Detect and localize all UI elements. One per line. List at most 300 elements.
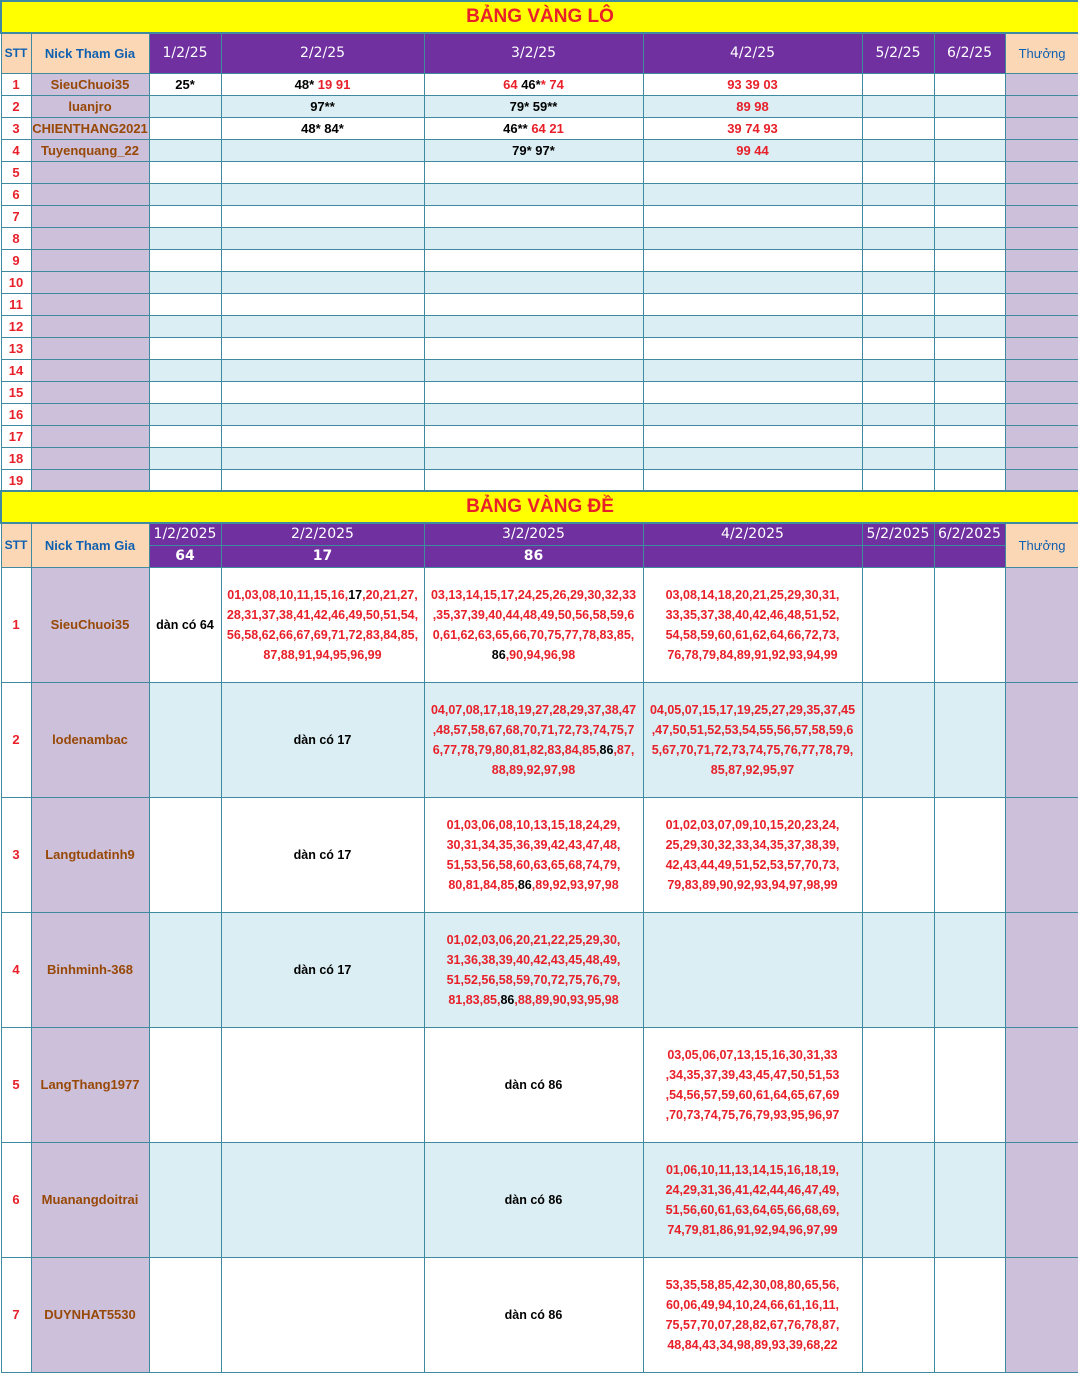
- table-row: [1, 183, 1078, 205]
- entry-text: 51,56,60,61,63,64,65,66,68,69,: [665, 1202, 840, 1217]
- entry-text: dàn có 86: [504, 1192, 563, 1207]
- row-number: 1: [1, 567, 31, 682]
- table-row: [1, 797, 1078, 912]
- entry-cell-day-2: [221, 249, 424, 271]
- entry-cell-day-3: [424, 567, 643, 682]
- reward-cell: [1005, 293, 1078, 315]
- entry-cell-day-6: [934, 359, 1005, 381]
- entry-cell-day-5: [862, 469, 934, 491]
- reward-cell: [1005, 337, 1078, 359]
- entry-text: dàn có 86: [504, 1077, 563, 1092]
- entry-cell-day-4: [643, 425, 862, 447]
- entry-cell-day-4: [643, 183, 862, 205]
- lo-header-date-5: 5/2/25: [862, 33, 934, 73]
- entry-cell-day-6: [934, 797, 1005, 912]
- entry-text: 76,78,79,84,89,91,92,93,94,99: [667, 647, 838, 662]
- lo-header-date-1: 1/2/25: [149, 33, 221, 73]
- entry-cell-day-1: [149, 205, 221, 227]
- entry-text: 97**: [310, 98, 335, 114]
- table-row: [1, 227, 1078, 249]
- row-number: 18: [1, 447, 31, 469]
- table-row: [1, 1027, 1078, 1142]
- de-header-date-5: 5/2/2025: [862, 523, 934, 545]
- nick-cell: [31, 315, 149, 337]
- entry-cell-day-2: [221, 469, 424, 491]
- entry-text: 04,05,07,15,17,19,25,27,29,35,37,45: [649, 702, 856, 717]
- entry-cell-day-2: [221, 271, 424, 293]
- entry-text: 04,07,08,17,18,19,27,28,29,37,38,47: [430, 702, 637, 717]
- entry-cell-day-2: [221, 1257, 424, 1372]
- entry-cell-day-2: [221, 797, 424, 912]
- entry-cell-day-3: [424, 1257, 643, 1372]
- entry-cell-day-5: [862, 797, 934, 912]
- table-row: [1, 912, 1078, 1027]
- entry-cell-day-6: [934, 205, 1005, 227]
- entry-text: 81,83,85,: [448, 992, 501, 1007]
- reward-cell: [1005, 205, 1078, 227]
- entry-text: 54,58,59,60,61,62,64,66,72,73,: [665, 627, 840, 642]
- entry-text: 01,06,10,11,13,14,15,16,18,19,: [665, 1162, 840, 1177]
- entry-text: 64 21: [531, 120, 564, 136]
- entry-cell-day-3: [424, 447, 643, 469]
- entry-text: 48,84,43,34,98,89,93,39,68,22: [667, 1337, 838, 1352]
- lo-table: [0, 0, 1078, 492]
- entry-cell-day-2: [221, 447, 424, 469]
- entry-text: 33,35,37,38,40,42,46,48,51,52,: [665, 607, 840, 622]
- row-number: 2: [1, 95, 31, 117]
- entry-cell-day-3: [424, 682, 643, 797]
- entry-cell-day-4: [643, 1142, 862, 1257]
- entry-text: 60,06,49,94,10,24,66,61,16,11,: [665, 1297, 840, 1312]
- table-row: [1, 161, 1078, 183]
- lo-header-thuong: Thưởng: [1005, 33, 1078, 73]
- entry-text: 01,02,03,07,09,10,15,20,23,24,: [665, 817, 840, 832]
- de-result-2: 17: [221, 545, 424, 567]
- entry-cell-day-2: [221, 139, 424, 161]
- nick-cell: [31, 403, 149, 425]
- nick-cell: [31, 337, 149, 359]
- entry-cell-day-6: [934, 425, 1005, 447]
- entry-text: 93 39 03: [727, 76, 778, 92]
- entry-text: 48* 84*: [301, 120, 344, 136]
- entry-cell-day-2: [221, 337, 424, 359]
- entry-cell-day-5: [862, 1142, 934, 1257]
- reward-cell: [1005, 381, 1078, 403]
- entry-cell-day-2: [221, 315, 424, 337]
- nick-cell: [31, 161, 149, 183]
- lo-header-stt: STT: [1, 33, 31, 73]
- entry-cell-day-5: [862, 1257, 934, 1372]
- de-header-date-6: 6/2/2025: [934, 523, 1005, 545]
- entry-text: dàn có 17: [293, 847, 352, 862]
- entry-cell-day-2: [221, 183, 424, 205]
- entry-text: 99 44: [736, 142, 769, 158]
- entry-text: 51,52,56,58,59,70,72,75,76,79,: [446, 972, 621, 987]
- entry-cell-day-5: [862, 381, 934, 403]
- entry-text: 46*: [521, 76, 541, 92]
- entry-text: 53,35,58,85,42,30,08,80,65,56,: [665, 1277, 840, 1292]
- entry-cell-day-1: [149, 1257, 221, 1372]
- entry-cell-day-5: [862, 271, 934, 293]
- nick-cell: Muanangdoitrai: [31, 1142, 149, 1257]
- lo-body: [1, 73, 1078, 491]
- nick-cell: [31, 271, 149, 293]
- entry-text: ,54,56,57,59,60,61,64,65,67,69: [665, 1087, 840, 1102]
- entry-cell-day-1: [149, 293, 221, 315]
- entry-cell-day-2: [221, 73, 424, 95]
- entry-text: 64: [503, 76, 522, 92]
- nick-cell: [31, 469, 149, 491]
- entry-text: 46**: [503, 120, 532, 136]
- entry-cell-day-3: [424, 249, 643, 271]
- entry-text: 01,02,03,06,20,21,22,25,29,30,: [446, 932, 621, 947]
- entry-cell-day-2: [221, 95, 424, 117]
- entry-cell-day-4: [643, 161, 862, 183]
- entry-cell-day-2: [221, 682, 424, 797]
- table-row: [1, 139, 1078, 161]
- entry-cell-day-1: [149, 469, 221, 491]
- table-row: [1, 682, 1078, 797]
- entry-cell-day-2: [221, 567, 424, 682]
- nick-cell: lodenambac: [31, 682, 149, 797]
- table-row: [1, 337, 1078, 359]
- entry-cell-day-3: [424, 227, 643, 249]
- entry-cell-day-6: [934, 315, 1005, 337]
- entry-cell-day-1: [149, 139, 221, 161]
- entry-text: 75,57,70,07,28,82,67,76,78,87,: [665, 1317, 840, 1332]
- entry-cell-day-6: [934, 117, 1005, 139]
- entry-text: dàn có 17: [293, 732, 352, 747]
- entry-text: 01,03,06,08,10,13,15,18,24,29,: [446, 817, 621, 832]
- de-header-date-4: 4/2/2025: [643, 523, 862, 545]
- entry-cell-day-5: [862, 1027, 934, 1142]
- entry-cell-day-6: [934, 249, 1005, 271]
- entry-text: ,87,: [613, 742, 635, 757]
- lo-header-date-6: 6/2/25: [934, 33, 1005, 73]
- entry-cell-day-4: [643, 912, 862, 1027]
- entry-cell-day-6: [934, 682, 1005, 797]
- entry-cell-day-3: [424, 912, 643, 1027]
- entry-cell-day-5: [862, 139, 934, 161]
- lo-header-date-2: 2/2/25: [221, 33, 424, 73]
- entry-cell-day-2: [221, 359, 424, 381]
- row-number: 2: [1, 682, 31, 797]
- entry-text: 0,61,62,63,65,66,70,75,77,78,83,85,: [432, 627, 635, 642]
- row-number: 6: [1, 183, 31, 205]
- reward-cell: [1005, 1257, 1078, 1372]
- entry-cell-day-1: [149, 567, 221, 682]
- entry-text: 28,31,37,38,41,42,46,49,50,51,54,: [226, 607, 419, 622]
- nick-cell: Tuyenquang_22: [31, 139, 149, 161]
- entry-text: 86: [500, 992, 515, 1007]
- entry-cell-day-1: [149, 682, 221, 797]
- entry-cell-day-5: [862, 425, 934, 447]
- de-header-date-2: 2/2/2025: [221, 523, 424, 545]
- entry-cell-day-2: [221, 293, 424, 315]
- entry-cell-day-5: [862, 337, 934, 359]
- entry-text: 86: [491, 647, 506, 662]
- entry-cell-day-2: [221, 403, 424, 425]
- entry-cell-day-2: [221, 381, 424, 403]
- entry-cell-day-5: [862, 567, 934, 682]
- entry-cell-day-1: [149, 183, 221, 205]
- entry-text: 01,03,08,10,11,15,16,: [227, 587, 349, 602]
- nick-cell: [31, 183, 149, 205]
- entry-text: dàn có 86: [504, 1307, 563, 1322]
- entry-cell-day-4: [643, 117, 862, 139]
- entry-text: dàn có 17: [293, 962, 352, 977]
- entry-text: ,35,37,39,40,44,48,49,50,56,58,59,6: [432, 607, 635, 622]
- de-header-date-3: 3/2/2025: [424, 523, 643, 545]
- entry-cell-day-5: [862, 227, 934, 249]
- entry-cell-day-1: [149, 73, 221, 95]
- entry-cell-day-4: [643, 139, 862, 161]
- entry-cell-day-4: [643, 797, 862, 912]
- lo-header-date-4: 4/2/25: [643, 33, 862, 73]
- nick-cell: [31, 227, 149, 249]
- entry-cell-day-3: [424, 403, 643, 425]
- reward-cell: [1005, 161, 1078, 183]
- entry-cell-day-1: [149, 359, 221, 381]
- entry-cell-day-2: [221, 205, 424, 227]
- reward-cell: [1005, 447, 1078, 469]
- entry-cell-day-1: [149, 1142, 221, 1257]
- entry-cell-day-4: [643, 447, 862, 469]
- entry-cell-day-1: [149, 797, 221, 912]
- entry-text: ,89,92,93,97,98: [531, 877, 619, 892]
- entry-text: 86: [517, 877, 532, 892]
- reward-cell: [1005, 227, 1078, 249]
- entry-text: 25*: [175, 76, 195, 92]
- reward-cell: [1005, 469, 1078, 491]
- table-row: [1, 403, 1078, 425]
- table-row: [1, 315, 1078, 337]
- entry-cell-day-6: [934, 1257, 1005, 1372]
- entry-cell-day-5: [862, 205, 934, 227]
- lo-title: BẢNG VÀNG LÔ: [1, 1, 1078, 33]
- row-number: 5: [1, 1027, 31, 1142]
- reward-cell: [1005, 567, 1078, 682]
- reward-cell: [1005, 249, 1078, 271]
- row-number: 14: [1, 359, 31, 381]
- nick-cell: [31, 381, 149, 403]
- entry-cell-day-4: [643, 337, 862, 359]
- entry-cell-day-5: [862, 682, 934, 797]
- row-number: 17: [1, 425, 31, 447]
- entry-cell-day-5: [862, 359, 934, 381]
- entry-cell-day-1: [149, 337, 221, 359]
- entry-cell-day-1: [149, 161, 221, 183]
- de-result-3: 86: [424, 545, 643, 567]
- table-row: [1, 249, 1078, 271]
- entry-cell-day-1: [149, 425, 221, 447]
- entry-cell-day-6: [934, 227, 1005, 249]
- reward-cell: [1005, 797, 1078, 912]
- row-number: 4: [1, 912, 31, 1027]
- table-row: [1, 95, 1078, 117]
- table-row: [1, 359, 1078, 381]
- reward-cell: [1005, 912, 1078, 1027]
- entry-cell-day-5: [862, 95, 934, 117]
- entry-cell-day-3: [424, 271, 643, 293]
- row-number: 3: [1, 117, 31, 139]
- entry-cell-day-4: [643, 359, 862, 381]
- table-row: [1, 293, 1078, 315]
- de-header-nick: Nick Tham Gia: [31, 523, 149, 567]
- de-result-4: [643, 545, 862, 567]
- de-title: BẢNG VÀNG ĐỀ: [1, 491, 1078, 523]
- entry-text: * 74: [540, 76, 564, 92]
- entry-cell-day-6: [934, 469, 1005, 491]
- table-row: [1, 73, 1078, 95]
- table-row: [1, 425, 1078, 447]
- table-row: [1, 271, 1078, 293]
- reward-cell: [1005, 359, 1078, 381]
- entry-text: 51,53,56,58,60,63,65,68,74,79,: [446, 857, 621, 872]
- entry-cell-day-3: [424, 95, 643, 117]
- table-row: [1, 567, 1078, 682]
- row-number: 19: [1, 469, 31, 491]
- nick-cell: Langtudatinh9: [31, 797, 149, 912]
- entry-text: ,88,89,90,93,95,98: [514, 992, 619, 1007]
- de-header-date-1: 1/2/2025: [149, 523, 221, 545]
- entry-cell-day-5: [862, 161, 934, 183]
- entry-cell-day-6: [934, 567, 1005, 682]
- entry-text: 89 98: [736, 98, 769, 114]
- entry-cell-day-6: [934, 95, 1005, 117]
- entry-cell-day-3: [424, 425, 643, 447]
- entry-cell-day-3: [424, 469, 643, 491]
- reward-cell: [1005, 403, 1078, 425]
- entry-cell-day-6: [934, 271, 1005, 293]
- nick-cell: Binhminh-368: [31, 912, 149, 1027]
- nick-cell: SieuChuoi35: [31, 567, 149, 682]
- entry-cell-day-2: [221, 117, 424, 139]
- entry-cell-day-6: [934, 1027, 1005, 1142]
- entry-cell-day-2: [221, 161, 424, 183]
- entry-text: 80,81,84,85,: [448, 877, 518, 892]
- entry-cell-day-3: [424, 117, 643, 139]
- entry-text: 03,13,14,15,17,24,25,26,29,30,32,33: [430, 587, 637, 602]
- entry-text: 74,79,81,86,91,92,94,96,97,99: [667, 1222, 838, 1237]
- entry-cell-day-3: [424, 1142, 643, 1257]
- row-number: 4: [1, 139, 31, 161]
- row-number: 8: [1, 227, 31, 249]
- entry-cell-day-3: [424, 381, 643, 403]
- nick-cell: luanjro: [31, 95, 149, 117]
- entry-text: ,90,94,96,98: [505, 647, 576, 662]
- entry-text: 88,89,92,97,98: [491, 762, 576, 777]
- entry-cell-day-5: [862, 447, 934, 469]
- entry-cell-day-4: [643, 205, 862, 227]
- row-number: 16: [1, 403, 31, 425]
- entry-cell-day-6: [934, 381, 1005, 403]
- reward-cell: [1005, 682, 1078, 797]
- reward-cell: [1005, 95, 1078, 117]
- row-number: 1: [1, 73, 31, 95]
- table-row: [1, 469, 1078, 491]
- entry-cell-day-4: [643, 271, 862, 293]
- entry-cell-day-6: [934, 447, 1005, 469]
- de-header-stt: STT: [1, 523, 31, 567]
- entry-cell-day-6: [934, 139, 1005, 161]
- entry-cell-day-3: [424, 73, 643, 95]
- entry-cell-day-3: [424, 205, 643, 227]
- entry-cell-day-1: [149, 315, 221, 337]
- entry-cell-day-2: [221, 425, 424, 447]
- entry-cell-day-4: [643, 682, 862, 797]
- row-number: 6: [1, 1142, 31, 1257]
- entry-cell-day-6: [934, 73, 1005, 95]
- table-row: [1, 117, 1078, 139]
- entry-text: ,70,73,74,75,76,79,93,95,96,97: [665, 1107, 840, 1122]
- row-number: 10: [1, 271, 31, 293]
- entry-text: 86: [599, 742, 614, 757]
- nick-cell: LangThang1977: [31, 1027, 149, 1142]
- entry-cell-day-6: [934, 161, 1005, 183]
- entry-cell-day-5: [862, 183, 934, 205]
- entry-cell-day-1: [149, 249, 221, 271]
- entry-cell-day-3: [424, 139, 643, 161]
- entry-cell-day-5: [862, 912, 934, 1027]
- table-row: [1, 447, 1078, 469]
- table-row: [1, 205, 1078, 227]
- entry-cell-day-3: [424, 1027, 643, 1142]
- entry-cell-day-4: [643, 1257, 862, 1372]
- entry-cell-day-1: [149, 403, 221, 425]
- entry-text: 24,29,31,36,41,42,44,46,47,49,: [665, 1182, 840, 1197]
- entry-cell-day-1: [149, 381, 221, 403]
- entry-text: 25,29,30,32,33,34,35,37,38,39,: [665, 837, 840, 852]
- entry-cell-day-2: [221, 1027, 424, 1142]
- table-row: [1, 1257, 1078, 1372]
- entry-cell-day-1: [149, 1027, 221, 1142]
- table-row: [1, 381, 1078, 403]
- entry-text: ,20,21,27,: [362, 587, 418, 602]
- entry-text: 19 91: [317, 76, 351, 92]
- row-number: 13: [1, 337, 31, 359]
- entry-cell-day-2: [221, 1142, 424, 1257]
- nick-cell: [31, 293, 149, 315]
- entry-cell-day-5: [862, 249, 934, 271]
- entry-text: dàn có 64: [156, 617, 214, 632]
- reward-cell: [1005, 425, 1078, 447]
- entry-cell-day-6: [934, 337, 1005, 359]
- entry-cell-day-5: [862, 73, 934, 95]
- entry-cell-day-4: [643, 227, 862, 249]
- entry-cell-day-4: [643, 73, 862, 95]
- entry-text: 42,43,44,49,51,52,53,57,70,73,: [665, 857, 840, 872]
- entry-cell-day-2: [221, 227, 424, 249]
- entry-cell-day-1: [149, 117, 221, 139]
- entry-text: 79,83,89,90,92,93,94,97,98,99: [667, 877, 838, 892]
- nick-cell: SieuChuoi35: [31, 73, 149, 95]
- row-number: 11: [1, 293, 31, 315]
- entry-cell-day-5: [862, 117, 934, 139]
- entry-cell-day-6: [934, 293, 1005, 315]
- entry-cell-day-3: [424, 161, 643, 183]
- entry-cell-day-6: [934, 1142, 1005, 1257]
- de-result-6: [934, 545, 1005, 567]
- reward-cell: [1005, 1027, 1078, 1142]
- entry-cell-day-1: [149, 271, 221, 293]
- entry-cell-day-6: [934, 912, 1005, 1027]
- entry-text: ,47,50,51,52,53,54,55,56,57,58,59,6: [651, 722, 854, 737]
- reward-cell: [1005, 139, 1078, 161]
- reward-cell: [1005, 73, 1078, 95]
- entry-cell-day-3: [424, 293, 643, 315]
- nick-cell: [31, 447, 149, 469]
